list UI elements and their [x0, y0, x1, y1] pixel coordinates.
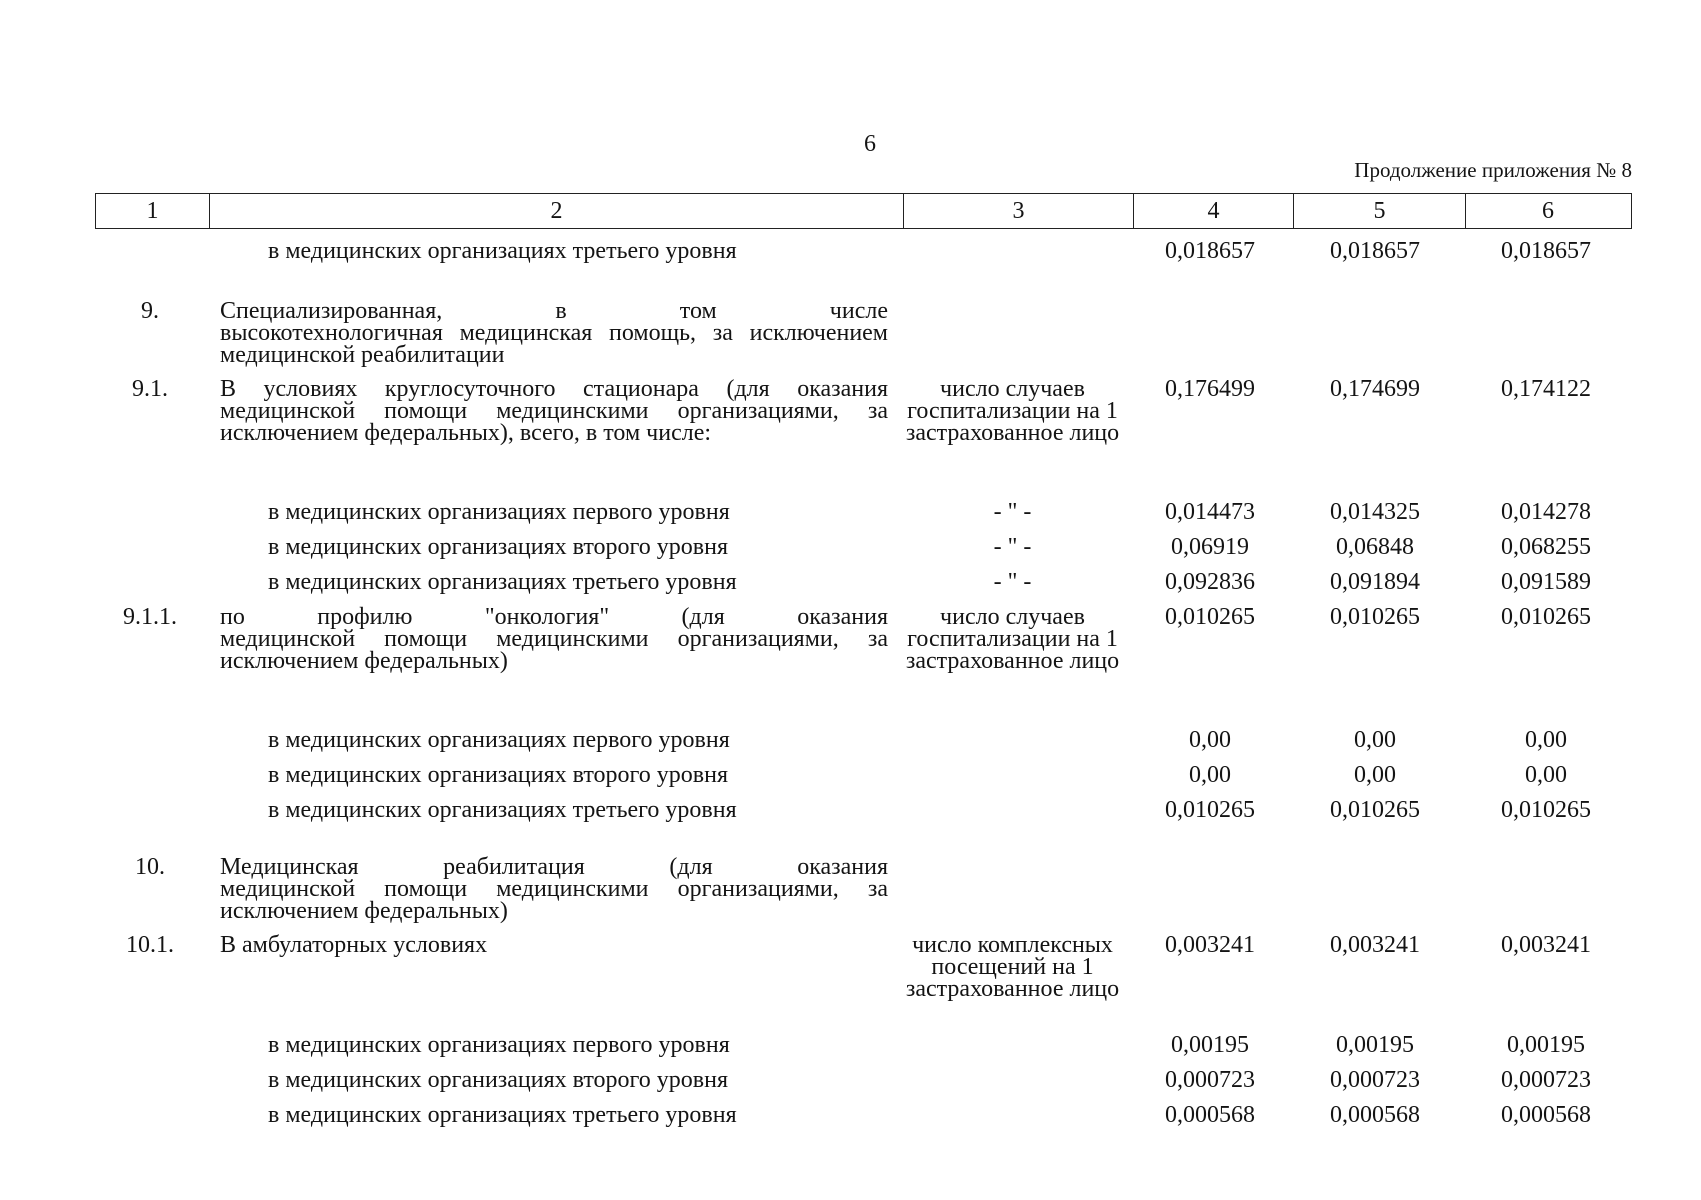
row-value-col5: 0,174699	[1330, 376, 1420, 402]
row-description: в медицинских организациях третьего уровня	[268, 569, 737, 595]
row-description-line: Специализированная, в том числе	[220, 298, 888, 324]
row-description-line: по профилю "онкология" (для оказания	[220, 604, 888, 630]
row-description	[220, 300, 888, 366]
row-value-col6: 0,010265	[1501, 797, 1591, 823]
header-col-3: 3	[904, 194, 1134, 228]
header-col-6: 6	[1542, 198, 1554, 224]
row-unit: число случаев госпитализации на 1 застрахованное лицо	[905, 376, 1120, 446]
row-value-col4: 0,00195	[1171, 1032, 1249, 1058]
row-number: 9.	[141, 298, 159, 324]
row-value-col6: 0,068255	[1501, 534, 1591, 560]
row-value-col4: 0,176499	[1165, 376, 1255, 402]
row-value-col5: 0,00	[1354, 727, 1396, 753]
row-description: в медицинских организациях второго уровня	[268, 762, 729, 788]
row-description	[220, 856, 888, 922]
row-number: 10.1.	[126, 932, 174, 958]
row-description	[220, 606, 888, 672]
row-description: в медицинских организациях первого уровня	[268, 1032, 730, 1058]
row-value-col6: 0,000568	[1501, 1102, 1591, 1128]
row-description: в медицинских организациях первого уровня	[268, 499, 730, 525]
row-description-rest: медицинской помощи медицинскими организациями, за исключением федеральных)	[220, 626, 888, 674]
row-value-col5: 0,003241	[1330, 932, 1420, 958]
row-value-col5: 0,00	[1354, 762, 1396, 788]
row-value-col6: 0,174122	[1501, 376, 1591, 402]
row-number: 10.	[135, 854, 165, 880]
row-value-col4: 0,000568	[1165, 1102, 1255, 1128]
row-description-rest: медицинской помощи медицинскими организациями, за исключением федеральных)	[220, 876, 888, 924]
row-value-col5: 0,014325	[1330, 499, 1420, 525]
row-description: в медицинских организациях второго уровня	[268, 534, 729, 560]
row-description: в медицинских организациях третьего уровня	[268, 1102, 737, 1128]
row-value-col6: 0,00	[1525, 762, 1567, 788]
row-description-line: Медицинская реабилитация (для оказания	[220, 854, 888, 880]
row-unit: - " -	[993, 569, 1032, 595]
row-value-col4: 0,00	[1189, 727, 1231, 753]
table-header	[95, 193, 1632, 229]
row-description-rest: медицинской помощи медицинскими организациями, за исключением федеральных), всего, в том числе:	[220, 398, 888, 446]
row-value-col5: 0,000723	[1330, 1067, 1420, 1093]
row-value-col6: 0,014278	[1501, 499, 1591, 525]
row-value-col5: 0,06848	[1336, 534, 1414, 560]
row-unit: число комплексных посещений на 1 застрахованное лицо	[905, 932, 1120, 1002]
row-value-col6: 0,00195	[1507, 1032, 1585, 1058]
header-col-5: 5	[1294, 194, 1466, 228]
row-value-col5: 0,000568	[1330, 1102, 1420, 1128]
row-value-col6: 0,010265	[1501, 604, 1591, 630]
header-col-2: 2	[210, 194, 904, 228]
row-unit: - " -	[993, 534, 1032, 560]
row-description: В амбулаторных условиях	[220, 932, 488, 958]
header-col-1: 1	[96, 194, 210, 228]
row-value-col4: 0,092836	[1165, 569, 1255, 595]
row-number: 9.1.	[132, 376, 168, 402]
row-value-col4: 0,010265	[1165, 797, 1255, 823]
row-description-line: В условиях круглосуточного стационара (для оказания	[220, 376, 888, 402]
row-unit: число случаев госпитализации на 1 застрахованное лицо	[905, 604, 1120, 674]
header-col-4: 4	[1134, 194, 1294, 228]
row-value-col4: 0,00	[1189, 762, 1231, 788]
row-description	[220, 378, 888, 444]
row-value-col5: 0,018657	[1330, 238, 1420, 264]
row-number: 9.1.1.	[123, 604, 177, 630]
row-value-col4: 0,018657	[1165, 238, 1255, 264]
row-value-col4: 0,06919	[1171, 534, 1249, 560]
row-value-col5: 0,00195	[1336, 1032, 1414, 1058]
row-description-rest: высокотехнологичная медицинская помощь, за исключением медицинской реабилитации	[220, 320, 888, 368]
continuation-caption: Продолжение приложения № 8	[1354, 158, 1632, 182]
row-value-col5: 0,091894	[1330, 569, 1420, 595]
page-number: 6	[864, 131, 876, 157]
row-value-col4: 0,000723	[1165, 1067, 1255, 1093]
row-unit: - " -	[993, 499, 1032, 525]
row-value-col4: 0,014473	[1165, 499, 1255, 525]
row-description: в медицинских организациях третьего уровня	[268, 238, 737, 264]
row-value-col6: 0,00	[1525, 727, 1567, 753]
row-value-col4: 0,010265	[1165, 604, 1255, 630]
row-value-col4: 0,003241	[1165, 932, 1255, 958]
row-value-col5: 0,010265	[1330, 797, 1420, 823]
row-value-col6: 0,018657	[1501, 238, 1591, 264]
row-value-col6: 0,091589	[1501, 569, 1591, 595]
row-description: в медицинских организациях третьего уровня	[268, 797, 737, 823]
row-description: в медицинских организациях второго уровня	[268, 1067, 729, 1093]
row-value-col5: 0,010265	[1330, 604, 1420, 630]
row-value-col6: 0,003241	[1501, 932, 1591, 958]
row-value-col6: 0,000723	[1501, 1067, 1591, 1093]
row-description: в медицинских организациях первого уровня	[268, 727, 730, 753]
